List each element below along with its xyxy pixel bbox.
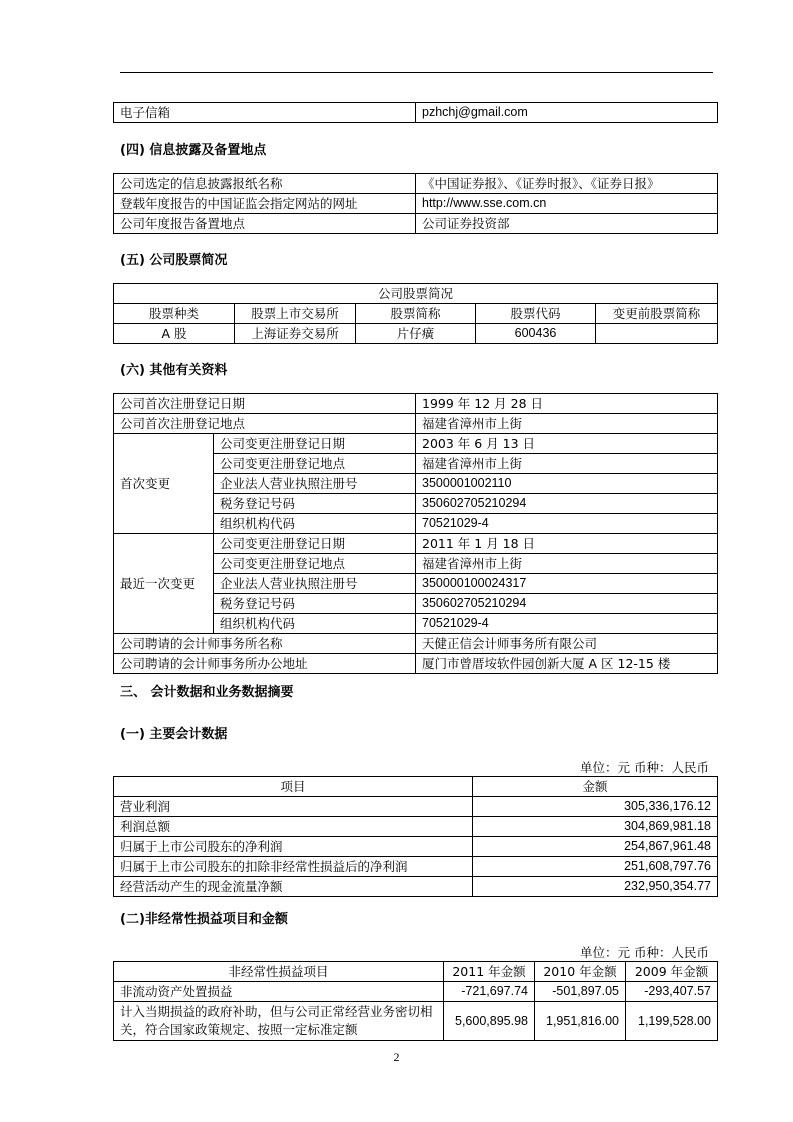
info-label: 组织机构代码 xyxy=(214,514,416,534)
website-url: http://www.sse.com.cn xyxy=(416,194,718,214)
item-label: 非流动资产处置损益 xyxy=(114,982,444,1002)
email-value: pzhchj@gmail.com xyxy=(416,103,718,123)
table-row xyxy=(114,194,718,214)
info-value: 350602705210294 xyxy=(416,594,718,614)
table-row xyxy=(114,837,718,857)
table-row xyxy=(114,857,718,877)
info-label: 公司变更注册登记地点 xyxy=(214,554,416,574)
stock-table xyxy=(113,283,718,344)
info-value: 福建省漳州市上街 xyxy=(416,454,718,474)
section-three-heading: 三、 会计数据和业务数据摘要 xyxy=(120,685,294,700)
stock-type: A 股 xyxy=(114,324,235,344)
info-label: 公司聘请的会计师事务所名称 xyxy=(114,634,416,654)
info-value: 350602705210294 xyxy=(416,494,718,514)
email-table xyxy=(113,102,718,123)
other-info-table xyxy=(113,393,718,674)
disclosure-table xyxy=(113,173,718,234)
header-rule xyxy=(120,72,713,73)
previous-short-name xyxy=(596,324,718,344)
table-header-row xyxy=(114,304,718,324)
column-header: 变更前股票简称 xyxy=(596,304,718,324)
column-header: 2011 年金额 xyxy=(444,962,535,982)
column-header: 股票代码 xyxy=(476,304,596,324)
column-header: 股票种类 xyxy=(114,304,235,324)
table-row xyxy=(114,394,718,414)
amount-value: 254,867,961.48 xyxy=(473,837,718,857)
stock-exchange: 上海证券交易所 xyxy=(235,324,356,344)
disclosure-label: 登载年度报告的中国证监会指定网站的网址 xyxy=(114,194,416,214)
other-info-heading: (六) 其他有关资料 xyxy=(120,363,228,378)
info-label: 税务登记号码 xyxy=(214,594,416,614)
first-change-group: 首次变更 xyxy=(114,434,214,534)
table-row xyxy=(114,324,718,344)
info-value: 1999 年 12 月 28 日 xyxy=(416,394,718,414)
main-data-table xyxy=(113,776,718,897)
table-row xyxy=(114,797,718,817)
table-row xyxy=(114,1002,718,1041)
main-data-unit: 单位：元 币种：人民币 xyxy=(580,760,709,775)
amount-2010: 1,951,816.00 xyxy=(535,1002,626,1041)
table-row xyxy=(114,634,718,654)
info-label: 公司聘请的会计师事务所办公地址 xyxy=(114,654,416,674)
table-row xyxy=(114,982,718,1002)
amount-value: 251,608,797.76 xyxy=(473,857,718,877)
info-label: 企业法人营业执照注册号 xyxy=(214,474,416,494)
nonrecurring-table xyxy=(113,961,718,1041)
item-label: 经营活动产生的现金流量净额 xyxy=(114,877,473,897)
column-header: 金额 xyxy=(473,777,718,797)
email-label: 电子信箱 xyxy=(114,103,416,123)
stock-heading: (五) 公司股票简况 xyxy=(120,253,228,268)
info-label: 公司首次注册登记地点 xyxy=(114,414,416,434)
info-value: 福建省漳州市上街 xyxy=(416,554,718,574)
column-header: 2009 年金额 xyxy=(626,962,718,982)
amount-2011: 5,600,895.98 xyxy=(444,1002,535,1041)
amount-value: 305,336,176.12 xyxy=(473,797,718,817)
column-header: 项目 xyxy=(114,777,473,797)
item-label: 归属于上市公司股东的净利润 xyxy=(114,837,473,857)
amount-2011: -721,697.74 xyxy=(444,982,535,1002)
table-row xyxy=(114,877,718,897)
info-value: 70521029-4 xyxy=(416,514,718,534)
main-data-heading: (一) 主要会计数据 xyxy=(120,727,228,742)
info-label: 公司变更注册登记日期 xyxy=(214,534,416,554)
item-label: 营业利润 xyxy=(114,797,473,817)
info-value: 天健正信会计师事务所有限公司 xyxy=(416,634,718,654)
info-value: 2003 年 6 月 13 日 xyxy=(416,434,718,454)
table-row xyxy=(114,534,718,554)
table-row xyxy=(114,654,718,674)
table-row xyxy=(114,434,718,454)
info-value: 2011 年 1 月 18 日 xyxy=(416,534,718,554)
table-header-row xyxy=(114,777,718,797)
amount-2010: -501,897.05 xyxy=(535,982,626,1002)
info-label: 组织机构代码 xyxy=(214,614,416,634)
info-label: 公司变更注册登记地点 xyxy=(214,454,416,474)
table-row xyxy=(114,103,718,123)
table-row xyxy=(114,174,718,194)
disclosure-value: 《中国证券报》、《证券时报》、《证券日报》 xyxy=(416,174,718,194)
stock-short-name: 片仔癀 xyxy=(356,324,476,344)
disclosure-heading: (四) 信息披露及备置地点 xyxy=(120,143,267,158)
table-header-row xyxy=(114,962,718,982)
info-value: 70521029-4 xyxy=(416,614,718,634)
info-value: 3500001002110 xyxy=(416,474,718,494)
stock-table-title: 公司股票简况 xyxy=(114,284,718,304)
stock-code: 600436 xyxy=(476,324,596,344)
info-value: 福建省漳州市上街 xyxy=(416,414,718,434)
table-row xyxy=(114,817,718,837)
amount-2009: 1,199,528.00 xyxy=(626,1002,718,1041)
info-label: 税务登记号码 xyxy=(214,494,416,514)
disclosure-label: 公司年度报告备置地点 xyxy=(114,214,416,234)
column-header: 非经常性损益项目 xyxy=(114,962,444,982)
page-number: 2 xyxy=(393,1050,400,1064)
item-label: 计入当期损益的政府补助，但与公司正常经营业务密切相关，符合国家政策规定、按照一定标准定额 xyxy=(114,1002,444,1041)
table-row xyxy=(114,214,718,234)
table-row xyxy=(114,414,718,434)
info-label: 公司首次注册登记日期 xyxy=(114,394,416,414)
table-row xyxy=(114,284,718,304)
nonrecurring-unit: 单位：元 币种：人民币 xyxy=(580,945,709,960)
disclosure-label: 公司选定的信息披露报纸名称 xyxy=(114,174,416,194)
amount-value: 232,950,354.77 xyxy=(473,877,718,897)
column-header: 股票简称 xyxy=(356,304,476,324)
last-change-group: 最近一次变更 xyxy=(114,534,214,634)
column-header: 2010 年金额 xyxy=(535,962,626,982)
nonrecurring-heading: (二)非经常性损益项目和金额 xyxy=(120,912,288,927)
info-value: 厦门市曾厝垵软件园创新大厦 A 区 12-15 楼 xyxy=(416,654,718,674)
amount-value: 304,869,981.18 xyxy=(473,817,718,837)
info-value: 350000100024317 xyxy=(416,574,718,594)
info-label: 企业法人营业执照注册号 xyxy=(214,574,416,594)
column-header: 股票上市交易所 xyxy=(235,304,356,324)
item-label: 归属于上市公司股东的扣除非经常性损益后的净利润 xyxy=(114,857,473,877)
disclosure-value: 公司证券投资部 xyxy=(416,214,718,234)
info-label: 公司变更注册登记日期 xyxy=(214,434,416,454)
amount-2009: -293,407.57 xyxy=(626,982,718,1002)
item-label: 利润总额 xyxy=(114,817,473,837)
